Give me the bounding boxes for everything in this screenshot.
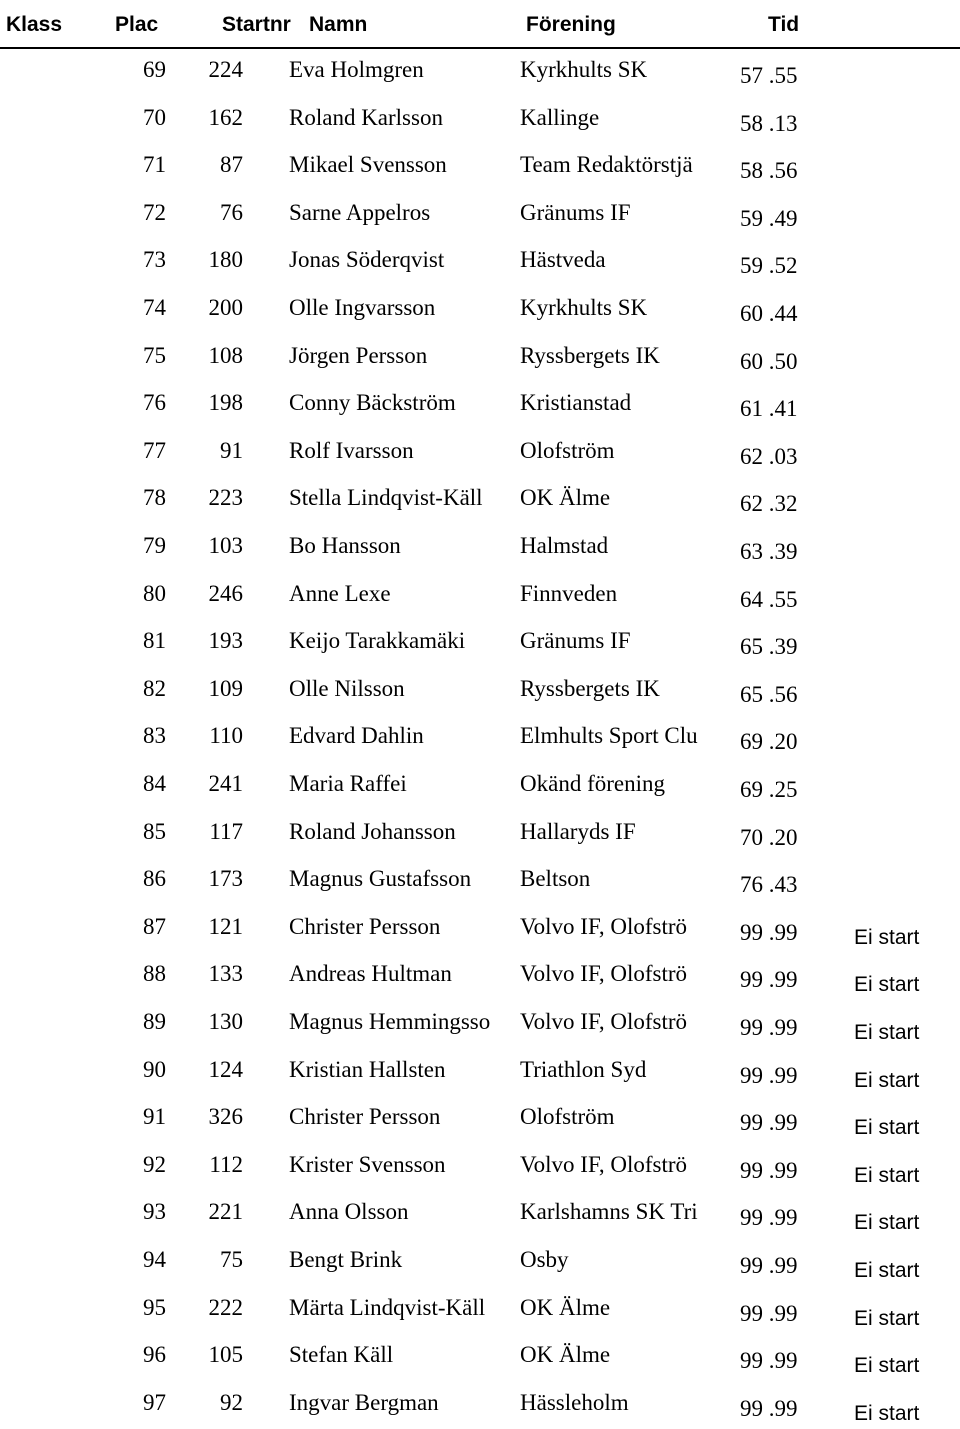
cell-plac: 90	[143, 1056, 166, 1082]
cell-plac: 96	[143, 1342, 166, 1368]
cell-namn: Magnus Gustafsson	[289, 866, 472, 892]
cell-tid: 99 .99	[740, 919, 798, 945]
cell-tid: 59 .52	[740, 253, 798, 279]
cell-startnr: 108	[208, 342, 243, 368]
table-row	[0, 287, 960, 334]
cell-tid: 63 .39	[740, 539, 798, 564]
cell-startnr: 109	[208, 675, 243, 701]
header-namn: Namn	[309, 13, 368, 36]
cell-plac: 78	[143, 485, 166, 511]
cell-startnr: 124	[208, 1056, 243, 1082]
cell-plac: 82	[143, 675, 166, 701]
table-row	[0, 1239, 960, 1286]
cell-plac: 87	[143, 913, 166, 939]
table-row	[0, 1001, 960, 1048]
table-row	[0, 144, 960, 191]
cell-plac: 89	[143, 1009, 166, 1034]
cell-namn: Mikael Svensson	[289, 152, 447, 178]
table-header	[0, 0, 960, 46]
cell-plac: 97	[143, 1389, 166, 1415]
cell-startnr: 117	[209, 818, 243, 844]
table-row	[0, 715, 960, 762]
cell-forening: Volvo IF, Olofströ	[520, 913, 688, 939]
table-row	[0, 668, 960, 715]
cell-startnr: 221	[208, 1199, 243, 1225]
cell-namn: Stella Lindqvist-Käll	[289, 485, 483, 511]
cell-namn: Edvard Dahlin	[289, 723, 424, 749]
cell-forening: Kyrkhults SK	[520, 295, 648, 320]
cell-plac: 71	[143, 152, 166, 178]
cell-forening: OK Älme	[520, 1294, 611, 1320]
cell-namn: Eva Holmgren	[289, 57, 424, 82]
cell-tid: 60 .50	[740, 348, 798, 374]
cell-namn: Christer Persson	[289, 1104, 441, 1130]
cell-plac: 76	[143, 390, 166, 416]
table-row	[0, 1191, 960, 1238]
table-row	[0, 620, 960, 667]
table-row	[0, 97, 960, 144]
header-klass: Klass	[6, 13, 63, 36]
cell-plac: 88	[143, 961, 166, 987]
cell-forening: Kyrkhults SK	[520, 57, 648, 82]
cell-status: Ei start	[854, 1211, 920, 1235]
cell-forening: Beltson	[520, 866, 591, 892]
table-row	[0, 525, 960, 572]
cell-startnr: 112	[209, 1151, 243, 1177]
cell-forening: Ryssbergets IK	[520, 675, 660, 701]
cell-namn: Olle Ingvarsson	[289, 295, 436, 320]
cell-startnr: 92	[220, 1389, 243, 1415]
cell-namn: Andreas Hultman	[289, 961, 452, 987]
cell-namn: Anna Olsson	[289, 1199, 409, 1225]
table-row	[0, 430, 960, 477]
cell-tid: 60 .44	[740, 301, 798, 326]
cell-forening: Gränums IF	[520, 199, 631, 225]
cell-tid: 58 .56	[740, 158, 798, 184]
cell-tid: 99 .99	[740, 1395, 798, 1421]
cell-forening: OK Älme	[520, 485, 611, 511]
cell-status: Ei start	[854, 1021, 920, 1044]
cell-plac: 75	[143, 342, 166, 368]
cell-startnr: 162	[208, 104, 243, 130]
table-row	[0, 1287, 960, 1334]
cell-forening: Kallinge	[520, 104, 600, 130]
cell-namn: Conny Bäckström	[289, 390, 456, 416]
cell-tid: 99 .99	[740, 1015, 798, 1040]
cell-startnr: 200	[208, 295, 243, 320]
table-row	[0, 49, 960, 96]
cell-plac: 84	[143, 771, 166, 796]
cell-forening: Volvo IF, Olofströ	[520, 961, 688, 987]
cell-tid: 61 .41	[740, 396, 798, 422]
cell-forening: Hästveda	[520, 247, 606, 273]
cell-namn: Jonas Söderqvist	[289, 247, 445, 273]
table-row	[0, 1096, 960, 1143]
header-startnr: Startnr	[222, 13, 291, 36]
cell-forening: Volvo IF, Olofströ	[520, 1009, 688, 1034]
cell-namn: Bo Hansson	[289, 533, 401, 558]
cell-forening: Hässleholm	[520, 1389, 629, 1415]
cell-tid: 99 .99	[740, 1110, 798, 1136]
cell-startnr: 75	[220, 1247, 243, 1272]
cell-namn: Rolf Ivarsson	[289, 437, 414, 463]
table-row	[0, 1144, 960, 1191]
cell-tid: 99 .99	[740, 1253, 798, 1278]
table-row	[0, 1334, 960, 1381]
cell-status: Ei start	[854, 1306, 920, 1330]
cell-startnr: 198	[208, 390, 243, 416]
cell-namn: Märta Lindqvist-Käll	[289, 1294, 486, 1320]
cell-namn: Roland Karlsson	[289, 104, 443, 130]
cell-tid: 58 .13	[740, 110, 798, 136]
cell-startnr: 222	[208, 1294, 243, 1320]
cell-status: Ei start	[854, 973, 920, 997]
cell-startnr: 224	[208, 57, 243, 82]
cell-plac: 70	[143, 104, 166, 130]
cell-namn: Christer Persson	[289, 913, 441, 939]
cell-plac: 94	[143, 1247, 166, 1272]
cell-tid: 99 .99	[740, 1300, 798, 1326]
cell-plac: 83	[143, 723, 166, 749]
table-row	[0, 858, 960, 905]
cell-status: Ei start	[854, 1354, 920, 1378]
table-row	[0, 335, 960, 382]
cell-tid: 59 .49	[740, 205, 798, 231]
table-row	[0, 763, 960, 810]
cell-plac: 80	[143, 580, 166, 606]
cell-startnr: 246	[208, 580, 243, 606]
cell-tid: 99 .99	[740, 1205, 798, 1231]
table-row	[0, 192, 960, 239]
cell-status: Ei start	[854, 1259, 920, 1282]
cell-tid: 65 .56	[740, 681, 798, 707]
cell-tid: 99 .99	[740, 1062, 798, 1088]
cell-plac: 79	[143, 533, 166, 558]
cell-startnr: 130	[208, 1009, 243, 1034]
cell-plac: 91	[143, 1104, 166, 1130]
table-row	[0, 382, 960, 429]
cell-plac: 81	[143, 628, 166, 654]
cell-status: Ei start	[854, 925, 920, 949]
cell-startnr: 173	[208, 866, 243, 892]
cell-tid: 62 .03	[740, 443, 798, 469]
cell-namn: Krister Svensson	[289, 1151, 446, 1177]
cell-namn: Jörgen Persson	[289, 342, 428, 368]
cell-namn: Maria Raffei	[289, 771, 407, 796]
cell-tid: 99 .99	[740, 1348, 798, 1374]
cell-forening: Hallaryds IF	[520, 818, 636, 844]
cell-namn: Kristian Hallsten	[289, 1056, 446, 1082]
cell-namn: Stefan Käll	[289, 1342, 394, 1368]
cell-startnr: 76	[220, 199, 243, 225]
cell-startnr: 133	[208, 961, 243, 987]
table-row	[0, 573, 960, 620]
header-tid: Tid	[768, 13, 800, 36]
cell-namn: Keijo Tarakkamäki	[289, 628, 466, 654]
cell-forening: Ryssbergets IK	[520, 342, 660, 368]
cell-startnr: 103	[208, 533, 243, 558]
cell-forening: Finnveden	[520, 580, 618, 606]
cell-forening: Elmhults Sport Clu	[520, 723, 698, 749]
cell-forening: OK Älme	[520, 1342, 611, 1368]
cell-plac: 77	[143, 437, 166, 463]
cell-namn: Bengt Brink	[289, 1247, 403, 1272]
cell-tid: 76 .43	[740, 872, 798, 898]
cell-status: Ei start	[854, 1116, 920, 1140]
table-row	[0, 811, 960, 858]
table-row	[0, 1382, 960, 1429]
cell-forening: Karlshamns SK Tri	[520, 1199, 698, 1225]
cell-forening: Gränums IF	[520, 628, 631, 654]
cell-startnr: 121	[208, 913, 243, 939]
cell-plac: 93	[143, 1199, 166, 1225]
cell-tid: 57 .55	[740, 63, 798, 88]
cell-namn: Anne Lexe	[289, 580, 391, 606]
cell-startnr: 180	[208, 247, 243, 273]
cell-forening: Halmstad	[520, 533, 609, 558]
cell-forening: Team Redaktörstjä	[520, 152, 693, 178]
cell-startnr: 91	[220, 437, 243, 463]
header-plac: Plac	[115, 13, 159, 36]
cell-namn: Roland Johansson	[289, 818, 456, 844]
cell-tid: 62 .32	[740, 491, 798, 517]
cell-forening: Olofström	[520, 1104, 615, 1130]
cell-forening: Triathlon Syd	[520, 1056, 647, 1082]
cell-tid: 69 .25	[740, 777, 798, 802]
table-row	[0, 239, 960, 286]
table-row	[0, 477, 960, 524]
cell-startnr: 223	[208, 485, 243, 511]
cell-startnr: 87	[220, 152, 243, 178]
cell-namn: Sarne Appelros	[289, 199, 431, 225]
cell-tid: 99 .99	[740, 967, 798, 993]
table-row	[0, 953, 960, 1000]
cell-startnr: 193	[208, 628, 243, 654]
cell-plac: 74	[143, 295, 166, 320]
cell-startnr: 326	[208, 1104, 243, 1130]
cell-plac: 72	[143, 199, 166, 225]
cell-plac: 73	[143, 247, 166, 273]
cell-plac: 69	[143, 57, 166, 82]
table-row	[0, 906, 960, 953]
cell-tid: 69 .20	[740, 729, 798, 755]
cell-forening: Osby	[520, 1247, 569, 1272]
cell-namn: Magnus Hemmingsso	[289, 1009, 491, 1034]
cell-plac: 95	[143, 1294, 166, 1320]
cell-startnr: 110	[209, 723, 243, 749]
cell-namn: Ingvar Bergman	[289, 1389, 439, 1415]
header-forening: Förening	[526, 13, 616, 36]
cell-plac: 85	[143, 818, 166, 844]
cell-namn: Olle Nilsson	[289, 675, 405, 701]
cell-forening: Volvo IF, Olofströ	[520, 1151, 688, 1177]
cell-plac: 86	[143, 866, 166, 892]
cell-plac: 92	[143, 1151, 166, 1177]
table-row	[0, 1049, 960, 1096]
cell-startnr: 105	[208, 1342, 243, 1368]
cell-tid: 99 .99	[740, 1157, 798, 1183]
cell-tid: 64 .55	[740, 586, 798, 612]
cell-status: Ei start	[854, 1401, 920, 1425]
cell-forening: Okänd förening	[520, 771, 665, 796]
cell-forening: Olofström	[520, 437, 615, 463]
cell-status: Ei start	[854, 1068, 920, 1092]
cell-forening: Kristianstad	[520, 390, 632, 416]
cell-tid: 65 .39	[740, 634, 798, 660]
cell-status: Ei start	[854, 1163, 920, 1187]
cell-tid: 70 .20	[740, 824, 798, 850]
cell-startnr: 241	[208, 771, 243, 796]
